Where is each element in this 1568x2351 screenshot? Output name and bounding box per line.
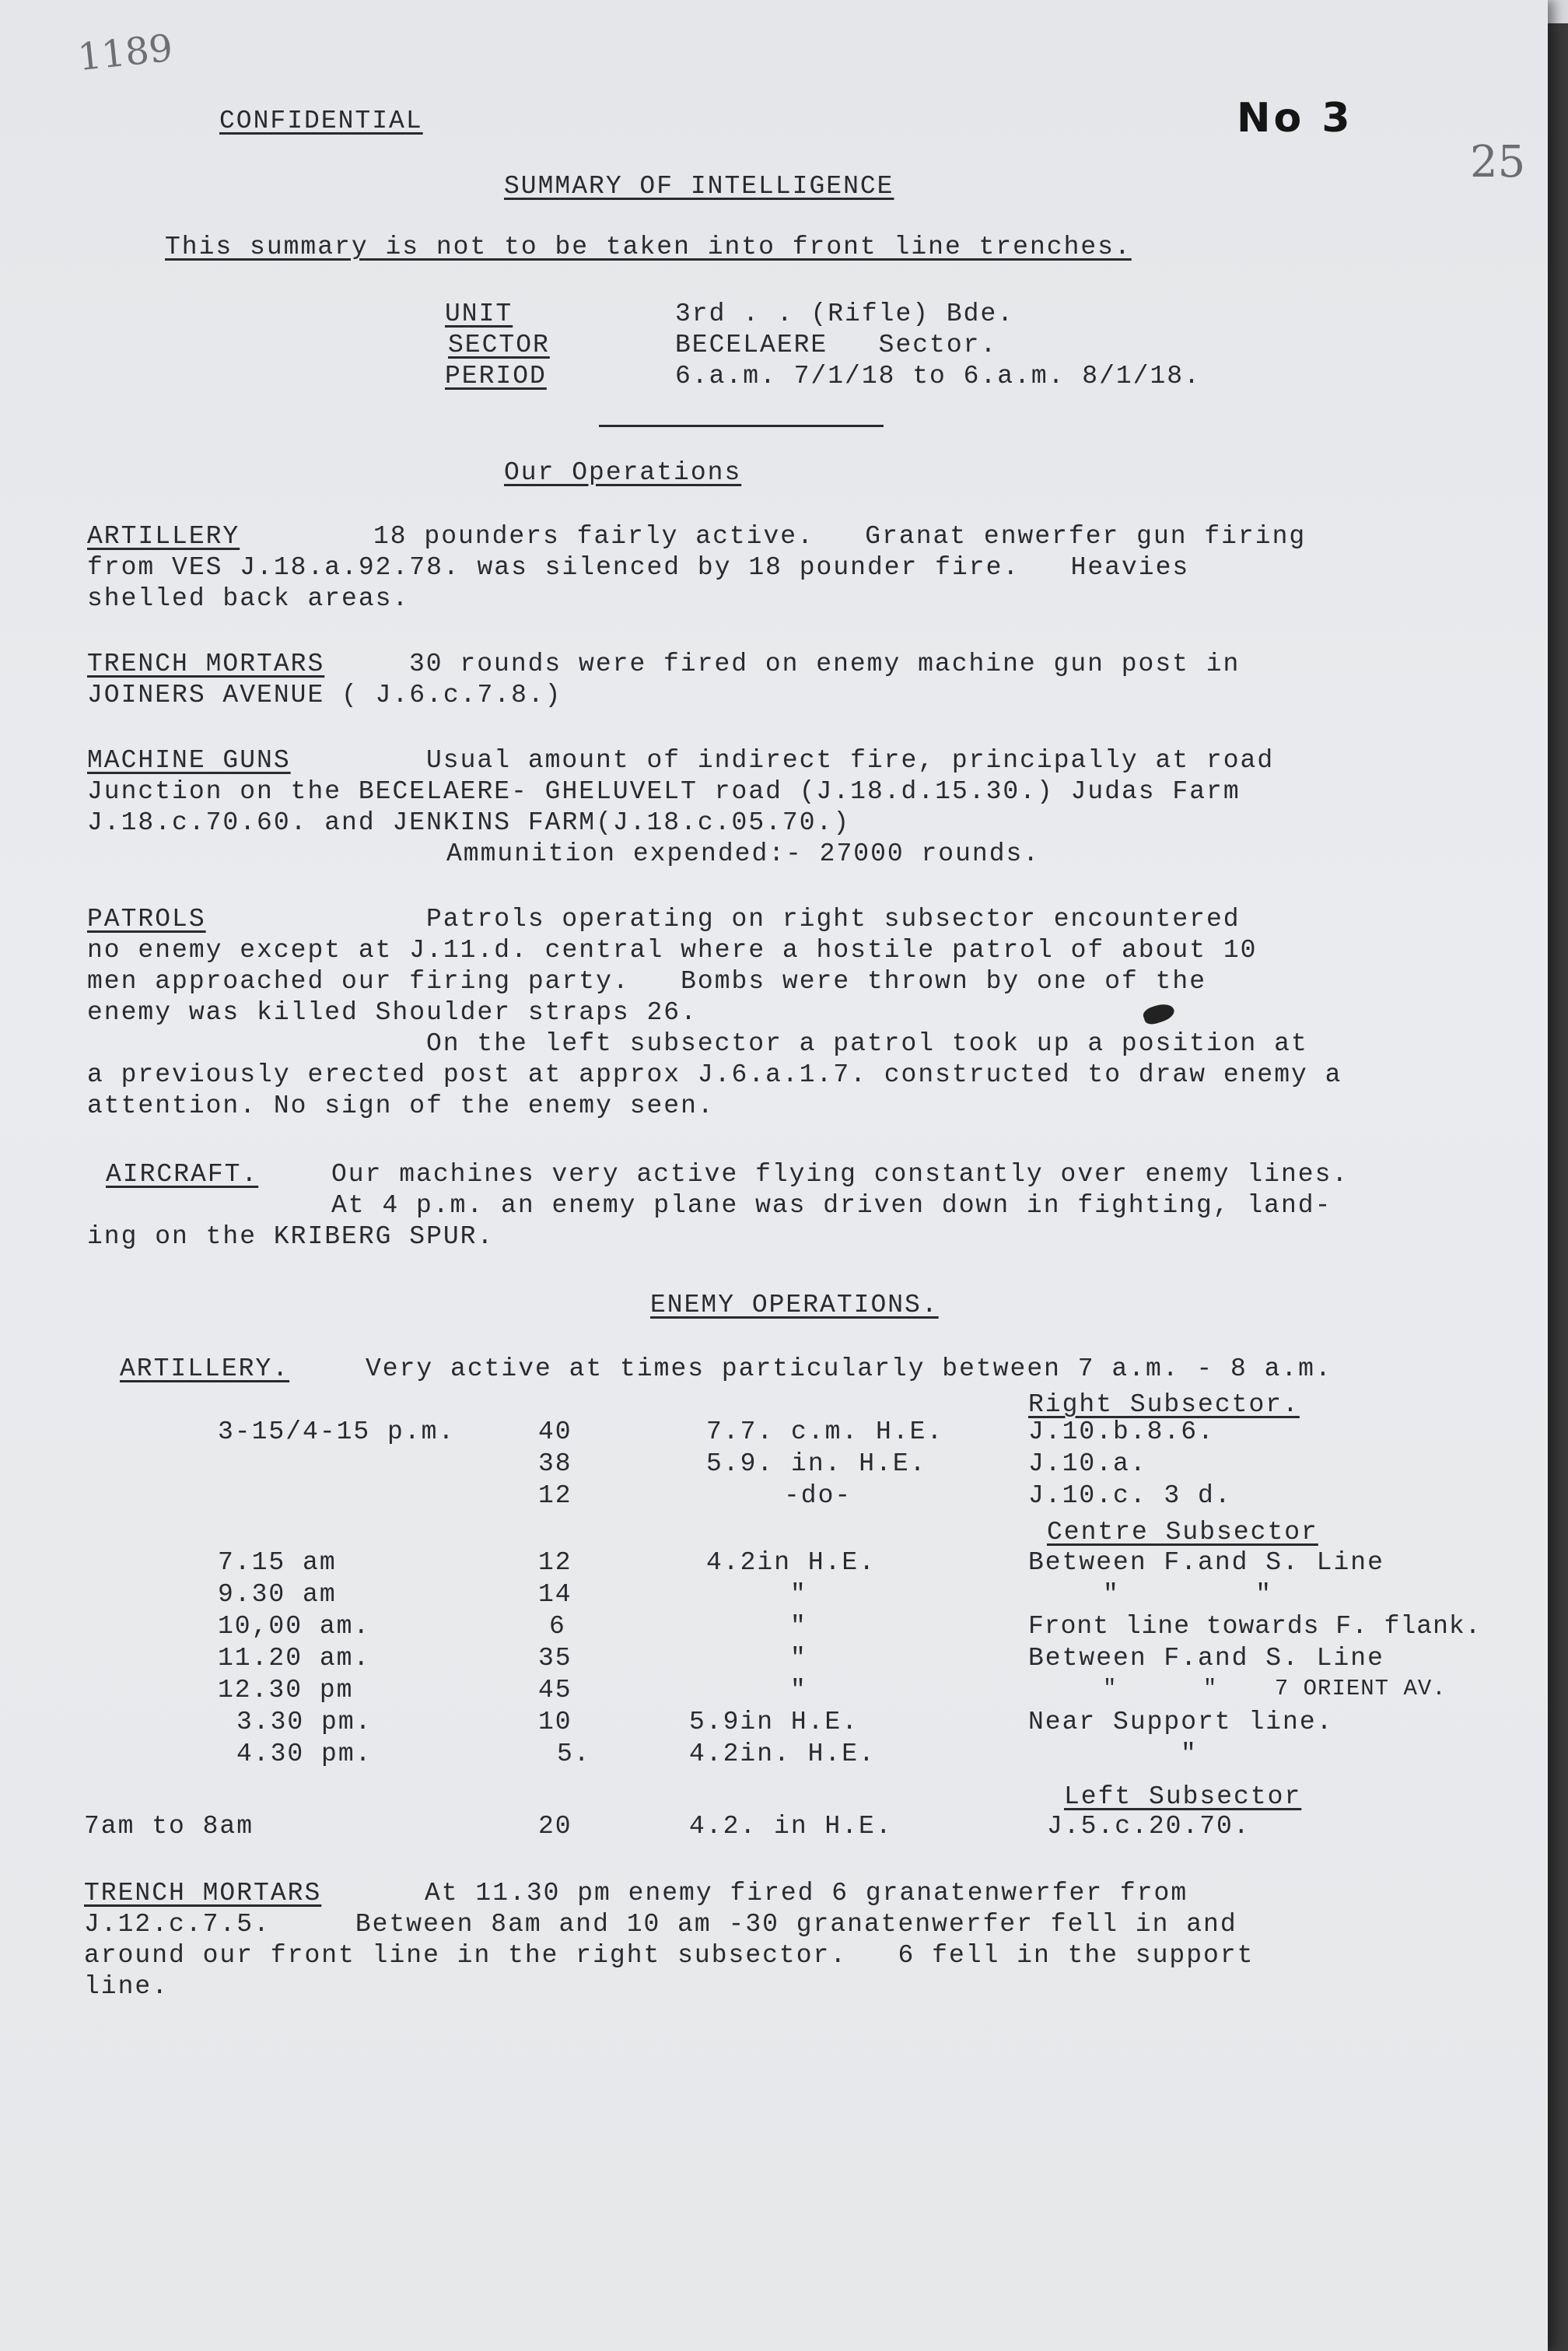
row-a-location: J.10.a. bbox=[1028, 1449, 1147, 1478]
machine-guns-line-4: Ammunition expended:- 27000 rounds. bbox=[446, 839, 1041, 868]
row-b-type: " bbox=[790, 1676, 807, 1705]
our-artillery-label: ARTILLERY bbox=[87, 522, 240, 551]
rows-b-rounds bbox=[538, 1548, 591, 1771]
notice-text: This summary is not to be taken into front line trenches. bbox=[165, 233, 1132, 261]
our-trench-mortars-label: TRENCH MORTARS bbox=[87, 650, 325, 678]
patrols-line-4: enemy was killed Shoulder straps 26. bbox=[87, 998, 698, 1027]
our-artillery-line-2: from VES J.18.a.92.78. was silenced by 18 pounder fire. Heavies bbox=[87, 553, 1190, 582]
unit-value: 3rd . . (Rifle) Bde. bbox=[675, 300, 1015, 328]
row-b-rounds: 12 bbox=[538, 1548, 572, 1577]
row-c-time: 7am to 8am bbox=[84, 1812, 254, 1841]
ink-blot bbox=[1142, 1000, 1177, 1026]
enemy-trench-mortars-line-4: line. bbox=[84, 1972, 170, 2001]
rows-b-location bbox=[1028, 1548, 1482, 1771]
sector-value: BECELAERE Sector. bbox=[675, 331, 998, 359]
machine-guns-line-2: Junction on the BECELAERE- GHELUVELT road (J.18.d.15.30.) Judas Farm bbox=[87, 777, 1241, 806]
patrols-line-7: attention. No sign of the enemy seen. bbox=[87, 1091, 715, 1120]
row-a-rounds: 38 bbox=[538, 1449, 572, 1478]
row-b-rounds: 45 bbox=[538, 1676, 572, 1705]
patrols-line-2: no enemy except at J.11.d. central where a hostile patrol of about 10 bbox=[87, 936, 1258, 965]
row-b-location: Near Support line. bbox=[1028, 1708, 1334, 1736]
row-b-time: 12.30 pm bbox=[218, 1676, 354, 1705]
aircraft-line-1: Our machines very active flying constantly over enemy lines. bbox=[331, 1160, 1349, 1189]
row-b-type: 4.2in. H.E. bbox=[689, 1740, 876, 1768]
row-b-time: 11.20 am. bbox=[218, 1644, 371, 1673]
row-a-location: J.10.b.8.6. bbox=[1028, 1417, 1215, 1446]
enemy-trench-mortars-line-3: around our front line in the right subsector. 6 fell in the support bbox=[84, 1941, 1255, 1970]
row-c-type: 4.2. in H.E. bbox=[689, 1812, 893, 1841]
rows-b-type bbox=[689, 1548, 876, 1771]
our-artillery-line-1: 18 pounders fairly active. Granat enwerfer gun firing bbox=[373, 522, 1307, 551]
our-operations-heading: Our Operations bbox=[504, 458, 742, 487]
row-b-time: 9.30 am bbox=[218, 1580, 337, 1609]
row-b-location: Front line towards F. flank. bbox=[1028, 1612, 1482, 1641]
row-b-time: 4.30 pm. bbox=[236, 1740, 373, 1768]
sector-label: SECTOR bbox=[448, 331, 550, 359]
machine-guns-line-1: Usual amount of indirect fire, principally at road bbox=[426, 746, 1275, 775]
row-a-location: J.10.c. 3 d. bbox=[1028, 1481, 1232, 1510]
row-b-type: " bbox=[790, 1612, 807, 1641]
row-b-rounds: 10 bbox=[538, 1708, 572, 1736]
enemy-artillery-intro: Very active at times particularly between 7 a.m. - 8 a.m. bbox=[366, 1354, 1332, 1383]
row-a-type: 5.9. in. H.E. bbox=[706, 1449, 927, 1478]
row-a-type: -do- bbox=[784, 1481, 852, 1510]
row-a-time: 3-15/4-15 p.m. bbox=[218, 1417, 456, 1446]
row-b-rounds: 35 bbox=[538, 1644, 572, 1673]
patrols-label: PATROLS bbox=[87, 905, 206, 934]
document-title: SUMMARY OF INTELLIGENCE bbox=[504, 172, 894, 201]
right-subsector-heading: Right Subsector. bbox=[1028, 1390, 1300, 1419]
row-b-rounds: 14 bbox=[538, 1580, 572, 1609]
row-c-location: J.5.c.20.70. bbox=[1047, 1812, 1251, 1841]
aircraft-line-2: At 4 p.m. an enemy plane was driven down in fighting, land- bbox=[331, 1191, 1332, 1220]
document-number: No 3 bbox=[1237, 95, 1353, 142]
file-number: 1189 bbox=[75, 26, 175, 80]
rows-a-rounds bbox=[538, 1417, 572, 1513]
row-b-location: Between F.and S. Line bbox=[1028, 1548, 1384, 1577]
confidential-label: CONFIDENTIAL bbox=[219, 107, 423, 135]
machine-guns-line-3: J.18.c.70.60. and JENKINS FARM(J.18.c.05.70.) bbox=[87, 808, 851, 837]
patrols-line-5: On the left subsector a patrol took up a position at bbox=[426, 1029, 1308, 1058]
rows-a-location bbox=[1028, 1417, 1232, 1513]
row-a-time bbox=[218, 1481, 455, 1513]
row-b-type: 4.2in H.E. bbox=[706, 1548, 877, 1577]
row-b-rounds: 6 bbox=[549, 1612, 566, 1641]
divider-rule bbox=[599, 425, 884, 427]
row-b-time: 7.15 am bbox=[218, 1548, 337, 1577]
row-b-location: Between F.and S. Line bbox=[1028, 1644, 1384, 1673]
page-number: 25 bbox=[1470, 137, 1526, 187]
row-c-rounds: 20 bbox=[538, 1812, 572, 1841]
patrols-line-1: Patrols operating on right subsector encountered bbox=[426, 905, 1241, 934]
enemy-trench-mortars-label: TRENCH MORTARS bbox=[84, 1879, 322, 1908]
row-b-location: " " bbox=[1103, 1580, 1273, 1609]
rows-a-time bbox=[218, 1417, 455, 1513]
rows-b-time bbox=[218, 1548, 372, 1771]
row-a-time bbox=[218, 1449, 455, 1481]
row-b-type: " bbox=[790, 1644, 807, 1673]
patrols-line-6: a previously erected post at approx J.6.a.1.7. constructed to draw enemy a bbox=[87, 1060, 1342, 1089]
row-b-time: 3.30 pm. bbox=[236, 1708, 373, 1736]
unit-label: UNIT bbox=[445, 300, 513, 328]
our-artillery-line-3: shelled back areas. bbox=[87, 584, 410, 613]
machine-guns-label: MACHINE GUNS bbox=[87, 746, 291, 775]
our-trench-mortars-line-1: 30 rounds were fired on enemy machine gun post in bbox=[409, 650, 1241, 678]
aircraft-label: AIRCRAFT. bbox=[106, 1160, 259, 1189]
enemy-trench-mortars-line-2: J.12.c.7.5. Between 8am and 10 am -30 granatenwerfer fell in and bbox=[84, 1910, 1237, 1939]
enemy-operations-heading: ENEMY OPERATIONS. bbox=[650, 1291, 939, 1319]
enemy-artillery-label: ARTILLERY. bbox=[120, 1354, 290, 1383]
period-value: 6.a.m. 7/1/18 to 6.a.m. 8/1/18. bbox=[675, 362, 1201, 391]
row-a-type: 7.7. c.m. H.E. bbox=[706, 1417, 944, 1446]
our-trench-mortars-line-2: JOINERS AVENUE ( J.6.c.7.8.) bbox=[87, 681, 562, 710]
row-b-type: " bbox=[790, 1580, 807, 1609]
aircraft-line-3: ing on the KRIBERG SPUR. bbox=[87, 1222, 495, 1251]
row-b-type: 5.9in H.E. bbox=[689, 1708, 859, 1736]
row-b-rounds: 5. bbox=[557, 1740, 591, 1768]
row-b-time: 10,00 am. bbox=[218, 1612, 371, 1641]
row-a-rounds: 12 bbox=[538, 1481, 572, 1510]
centre-subsector-heading: Centre Subsector bbox=[1047, 1518, 1318, 1547]
row-b-location: " " 7 ORIENT AV. bbox=[1103, 1676, 1447, 1701]
row-a-rounds: 40 bbox=[538, 1417, 572, 1446]
row-b-location: " bbox=[1181, 1740, 1198, 1768]
left-subsector-heading: Left Subsector bbox=[1064, 1782, 1302, 1811]
period-label: PERIOD bbox=[445, 362, 547, 391]
patrols-line-3: men approached our firing party. Bombs were thrown by one of the bbox=[87, 967, 1207, 996]
rows-a-type bbox=[706, 1417, 943, 1513]
enemy-trench-mortars-line-1: At 11.30 pm enemy fired 6 granatenwerfer from bbox=[425, 1879, 1188, 1908]
